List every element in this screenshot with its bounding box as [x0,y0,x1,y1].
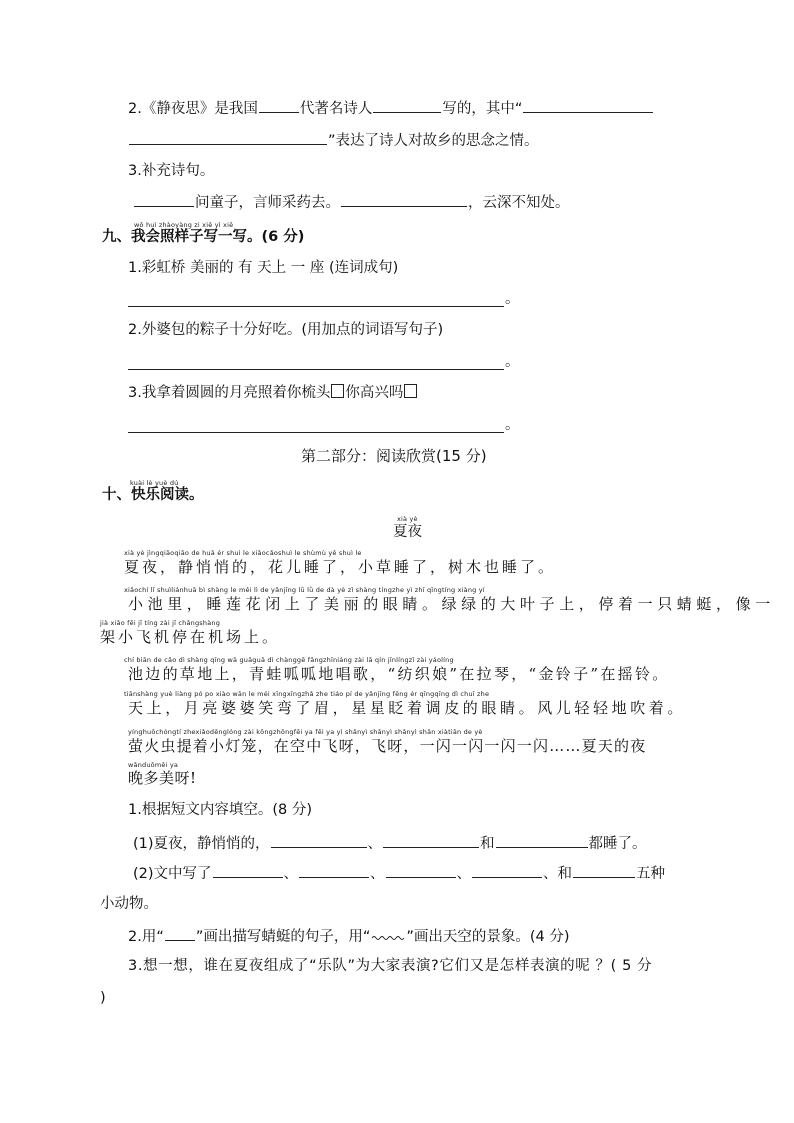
answer-blank[interactable] [259,97,299,113]
part-2-title: 第二部分：阅读欣赏(15 分) [301,447,487,465]
q2-part3: 写的，其中“ [442,101,523,117]
section-9-item-1: 1.彩虹桥 美丽的 有 天上 一 座 (连词成句) [128,260,399,276]
answer-blank[interactable] [573,862,635,878]
q1a-and: 和 [480,836,495,852]
punctuation-box[interactable] [331,384,344,398]
poem-line-7-pinyin: wǎnduōměi ya [128,761,179,769]
q1b-sep: 、 [456,866,472,882]
section-10-pinyin: kuài lè yuè dú [130,479,179,487]
q1b-post: 五种 [636,866,666,882]
poem-title-pinyin: xià yè [397,515,418,523]
question-3-title: 3.补充诗句。 [128,163,215,179]
question-2-line2 [128,129,539,151]
q3-part2: ，云深不知处。 [468,195,570,211]
answer-blank[interactable] [134,191,194,207]
straight-underline-sample [165,925,195,941]
answer-blank[interactable] [472,862,542,878]
poem-line-6: 萤火虫提着小灯笼，在空中飞呀，飞呀，一闪一闪一闪一闪……夏天的夜 [128,737,647,755]
poem-line-6-pinyin: yínghuǒchóngtí zhexiǎodēnglóng zài kōngzhōngfēi ya fēi ya yì shǎnyì shǎnyì shǎnyì shǎn xiàtiān de yè [128,728,483,736]
poem-line-1: 夏夜，静悄悄的，花儿睡了，小草睡了，树木也睡了。 [124,558,557,576]
answer-line[interactable] [128,432,504,433]
question-2-line1 [128,97,654,119]
q1b-and: 、和 [543,866,573,882]
poem-line-3-pinyin: jià xiǎo fēi jī tíng zài jī chǎngshàng [100,619,221,627]
q1a-sep: 、 [367,836,383,852]
reading-question-1: 1.根据短文内容填空。(8 分) [128,802,312,818]
poem-line-7: 晚多美呀! [128,769,197,787]
q1b-sep: 、 [370,866,385,882]
q2-mid1: ”画出描写蜻蜓的句子，用“ [195,929,371,945]
answer-blank[interactable] [496,832,588,848]
item-3-text-b: 你高兴吗 [345,385,404,401]
answer-blank[interactable] [299,862,369,878]
q2-part2: 代著名诗人 [299,101,373,117]
q2-part4: ”表达了诗人对故乡的思念之情。 [328,133,539,149]
answer-line[interactable] [128,306,504,307]
answer-blank[interactable] [271,832,367,848]
section-9-item-2: 2.外婆包的粽子十分好吃。(用加点的词语写句子) [128,322,444,338]
answer-blank[interactable] [373,97,441,113]
q1a-pre: (1)夏夜，静悄悄的， [133,836,270,852]
answer-line-period: 。 [505,354,520,370]
answer-blank[interactable] [523,97,653,113]
answer-blank[interactable] [213,862,283,878]
q1a-post: 都睡了。 [588,836,647,852]
q2-pre: 2.用“ [128,929,164,945]
poem-line-5: 天上，月亮婆婆笑弯了眉，星星眨着调皮的眼睛。风儿轻轻地吹着。 [128,699,687,717]
q1b-sep: 、 [283,866,299,882]
poem-title: 夏夜 [393,524,422,540]
answer-blank[interactable] [341,191,467,207]
reading-question-1a [133,832,647,854]
section-9-title: 九、我会照样子写一写。(6 分) [102,229,305,245]
poem-line-2: 小池里，睡莲花闭上了美丽的眼睛。绿绿的大叶子上，停着一只蜻蜓，像一 [128,595,775,613]
reading-question-1b [133,862,665,884]
poem-line-2-pinyin: xiǎochí lǐ shuìliánhuā bì shàng le měi lì de yǎnjīng lǜ lǜ de dà yè zǐ shàng tíngzhe yì zhī qīngtíng xiàng yí [124,586,485,594]
poem-line-1-pinyin: xià yè jìngqiāoqiāo de huā ér shuì le xiǎocǎoshuì le shùmù yě shuì le [124,549,362,557]
section-9-pinyin: wǒ huì zhàoyàng zi xiě yì xiě [134,221,234,229]
reading-question-3-cont: ) [100,990,106,1006]
poem-line-5-pinyin: tiānshàng yuè liàng pó po xiào wān le méi xīngxīngzhǎ zhe tiáo pí de yǎnjīng fēng ér qīngqīng dì chuī zhe [124,690,490,698]
punctuation-box[interactable] [404,384,417,398]
q1b-pre: (2)文中写了 [133,866,212,882]
reading-question-1b-cont: 小动物。 [100,896,158,912]
poem-line-3: 架小飞机停在机场上。 [100,628,281,646]
answer-line-period: 。 [505,417,520,433]
reading-question-3: 3.想一想，谁在夏夜组成了“乐队”为大家表演?它们又是怎样表演的呢 ？( 5 分 [128,958,653,974]
answer-line[interactable] [128,369,504,370]
q2-mid2: ”画出天空的景象。(4 分) [406,929,570,945]
answer-line-period: 。 [505,291,520,307]
section-10-title: 十、快乐阅读。 [102,487,204,503]
reading-question-2 [128,925,570,947]
question-3-line [133,191,570,213]
answer-blank[interactable] [383,832,479,848]
section-9-item-3 [128,383,418,403]
poem-line-4-pinyin: chí biān de cǎo dì shàng qīng wā guāguā dì chànggē fǎngzhīniáng zài lā qín jīnlíngzǐ zài yáolíng [124,656,454,664]
q2-part1: 2.《静夜思》是我国 [128,101,258,117]
q3-part1: 问童子，言师采药去。 [195,195,340,211]
answer-blank[interactable] [129,129,327,145]
poem-line-4: 池边的草地上，青蛙呱呱地唱歌，“纺织娘”在拉琴，“金铃子”在摇铃。 [128,665,670,683]
answer-blank[interactable] [386,862,456,878]
wavy-underline-sample [370,931,406,941]
item-3-text-a: 3.我拿着圆圆的月亮照着你梳头 [128,385,331,401]
